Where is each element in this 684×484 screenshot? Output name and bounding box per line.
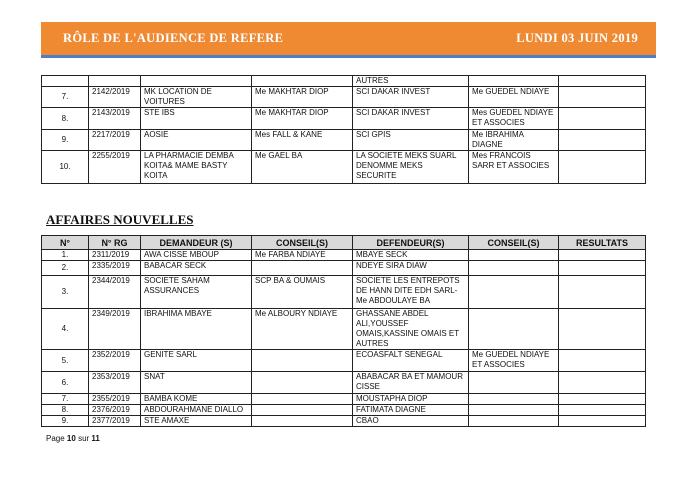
table-cell: Me FARBA NDIAYE [252, 250, 353, 261]
table-cell: STE AMAXE [141, 416, 252, 427]
column-header: DEMANDEUR (S) [141, 236, 252, 250]
table-cell: 2142/2019 [89, 87, 141, 108]
column-header: CONSEIL(S) [469, 236, 559, 250]
table-cell [469, 372, 559, 394]
table-cell: 10. [42, 151, 89, 184]
page-header-banner [41, 22, 656, 58]
table-cell: 3. [42, 276, 89, 309]
table-row [42, 87, 646, 108]
table-cell [559, 87, 646, 108]
table-cell [559, 261, 646, 276]
table-row [42, 250, 646, 261]
table-cell [559, 151, 646, 184]
table-cell: 9. [42, 130, 89, 151]
table-cell: SOCIETE SAHAM ASSURANCES [141, 276, 252, 309]
table-cell: 1. [42, 250, 89, 261]
table-row [42, 350, 646, 372]
table-cell [469, 276, 559, 309]
table-cell: ABDOURAHMANE DIALLO [141, 405, 252, 416]
table-cell: AWA CISSE MBOUP [141, 250, 252, 261]
table-cell: Mes GUEDEL NDIAYE ET ASSOCIES [469, 108, 559, 130]
table-cell: Me MAKHTAR DIOP [252, 87, 353, 108]
table-cell: NDEYE SIRA DIAW [353, 261, 469, 276]
table-cell: 2335/2019 [89, 261, 141, 276]
table-cell: Mes FRANCOIS SARR ET ASSOCIES [469, 151, 559, 184]
table-cell [252, 350, 353, 372]
table-cell: 7. [42, 87, 89, 108]
table-cell [89, 76, 141, 87]
table-row [42, 130, 646, 151]
table-row [42, 108, 646, 130]
table-cell: MK LOCATION DE VOITURES [141, 87, 252, 108]
table-cell: BABACAR SECK [141, 261, 252, 276]
table-cell [469, 261, 559, 276]
table-cell: 2344/2019 [89, 276, 141, 309]
table-cell: CBAO [353, 416, 469, 427]
table-cell: 2255/2019 [89, 151, 141, 184]
page-footer [46, 434, 100, 443]
table-cell [252, 372, 353, 394]
column-header: CONSEIL(S) [252, 236, 353, 250]
table-cell: SCI DAKAR INVEST [353, 108, 469, 130]
table-cell [559, 250, 646, 261]
table-cell: 4. [42, 309, 89, 350]
table-cell [559, 394, 646, 405]
table-cell [42, 76, 89, 87]
document-title: RÔLE DE L'AUDIENCE DE REFERE [63, 31, 284, 45]
table-cell: FATIMATA DIAGNE [353, 405, 469, 416]
table-cell: GHASSANE ABDEL ALI,YOUSSEF OMAIS,KASSINE OMAIS ET AUTRES [353, 309, 469, 350]
table-cell: MOUSTAPHA DIOP [353, 394, 469, 405]
table-row [42, 394, 646, 405]
hearing-date: LUNDI 03 JUIN 2019 [516, 31, 638, 45]
table-cell [469, 416, 559, 427]
table-cell [559, 405, 646, 416]
table-cell [559, 276, 646, 309]
table-cell: 2311/2019 [89, 250, 141, 261]
table-cell: Me GUEDEL NDIAYE ET ASSOCIES [469, 350, 559, 372]
table-row [42, 151, 646, 184]
table-cell [559, 350, 646, 372]
table-cell [469, 309, 559, 350]
table-cell: AUTRES [353, 76, 469, 87]
table-cell [252, 416, 353, 427]
table-cell: 8. [42, 108, 89, 130]
table-cell: MBAYE SECK [353, 250, 469, 261]
footer-page-number: 10 [66, 434, 76, 443]
table-cell [469, 405, 559, 416]
column-header: DEFENDEUR(S) [353, 236, 469, 250]
table-cell: ECOASFALT SENEGAL [353, 350, 469, 372]
footer-prefix: Page [46, 434, 65, 443]
table-cell: STE IBS [141, 108, 252, 130]
table-cell: GENITE SARL [141, 350, 252, 372]
table-cell [469, 250, 559, 261]
table-cell: Me GUEDEL NDIAYE [469, 87, 559, 108]
table-cell [252, 76, 353, 87]
table-cell [252, 405, 353, 416]
table-cell [469, 76, 559, 87]
new-cases-table [41, 235, 646, 427]
table-cell: 2349/2019 [89, 309, 141, 350]
table-cell [559, 416, 646, 427]
table-cell: 5. [42, 350, 89, 372]
column-header: N° RG [89, 236, 141, 250]
previous-cases-table [41, 75, 646, 184]
table-cell: BAMBA KOME [141, 394, 252, 405]
table-cell: SCI GPIS [353, 130, 469, 151]
table-cell: Me IBRAHIMA DIAGNE [469, 130, 559, 151]
table-cell: SOCIETE LES ENTREPOTS DE HANN DITE EDH SARL-Me ABDOULAYE BA [353, 276, 469, 309]
table-cell: 6. [42, 372, 89, 394]
table-cell: Me ALBOURY NDIAYE [252, 309, 353, 350]
table-cell [469, 394, 559, 405]
table-cell: 2377/2019 [89, 416, 141, 427]
table-row [42, 309, 646, 350]
table-row [42, 261, 646, 276]
table-cell [252, 394, 353, 405]
section-title: AFFAIRES NOUVELLES [46, 212, 194, 227]
column-header: RESULTATS [559, 236, 646, 250]
table-cell: 7. [42, 394, 89, 405]
table-cell: SCP BA & OUMAIS [252, 276, 353, 309]
table-cell [141, 76, 252, 87]
table-row [42, 405, 646, 416]
table-cell: 2. [42, 261, 89, 276]
table-cell: LA SOCIETE MEKS SUARL DENOMME MEKS SECURITE [353, 151, 469, 184]
table-row [42, 416, 646, 427]
table-cell: 2355/2019 [89, 394, 141, 405]
table-cell [559, 108, 646, 130]
table-cell: ABABACAR BA ET MAMOUR CISSE [353, 372, 469, 394]
table-cell: IBRAHIMA MBAYE [141, 309, 252, 350]
table-cell: 2352/2019 [89, 350, 141, 372]
table-cell: LA PHARMACIE DEMBA KOITA& MAME BASTY KOITA [141, 151, 252, 184]
table-cell: 2217/2019 [89, 130, 141, 151]
table-row [42, 372, 646, 394]
table-cell [252, 261, 353, 276]
table-row [42, 76, 646, 87]
table-cell: SNAT [141, 372, 252, 394]
table-cell: Me MAKHTAR DIOP [252, 108, 353, 130]
table-cell [559, 372, 646, 394]
table-cell: SCI DAKAR INVEST [353, 87, 469, 108]
column-header: N° [42, 236, 89, 250]
table-cell [559, 309, 646, 350]
table-cell: 2376/2019 [89, 405, 141, 416]
table-cell: Me GAEL BA [252, 151, 353, 184]
table-cell: 9. [42, 416, 89, 427]
table-cell: 2143/2019 [89, 108, 141, 130]
table-cell: Mes FALL & KANE [252, 130, 353, 151]
table-cell: 2353/2019 [89, 372, 141, 394]
footer-sep: sur [78, 434, 90, 443]
table-row [42, 276, 646, 309]
table-cell: 8. [42, 405, 89, 416]
table-cell: AOSIE [141, 130, 252, 151]
footer-page-total: 11 [91, 434, 100, 443]
table-cell [559, 130, 646, 151]
table-cell [559, 76, 646, 87]
